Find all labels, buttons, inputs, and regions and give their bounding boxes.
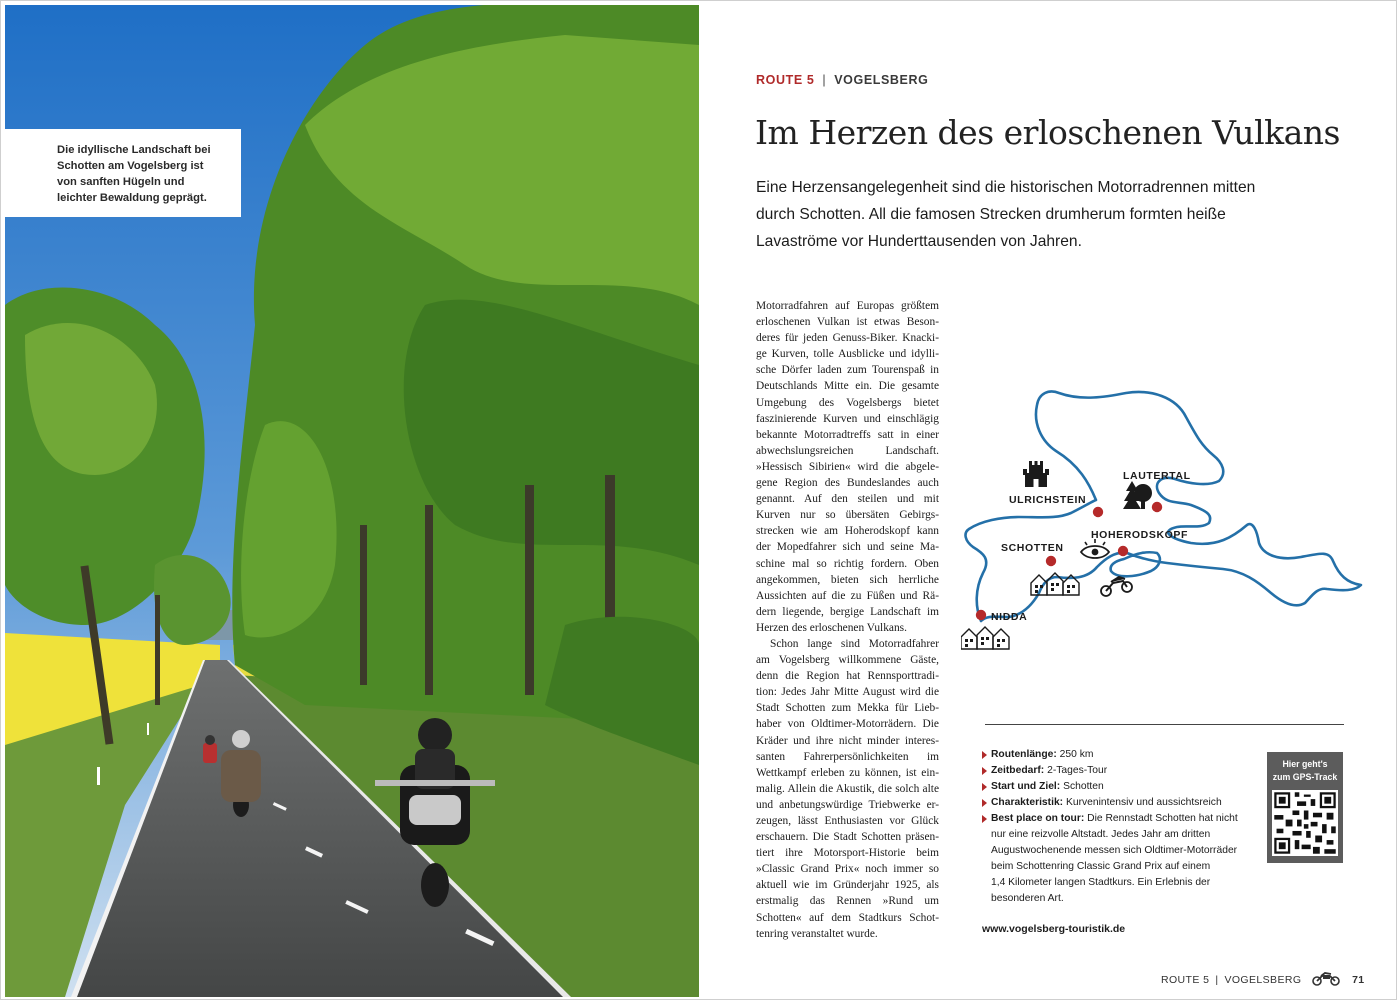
body-line: Umgebung des Vogelsbergs bietet [756,396,939,409]
body-line: Wettkampf erleben zu können, ist ein- [756,766,939,779]
marker-ulrichstein [1093,507,1103,517]
body-line: erstmalig das Rennen »Rund um [756,895,939,908]
info-divider [985,724,1344,725]
body-line: zeugen, lässt Enthusiasten vor Glück [756,815,939,827]
motorcycle-icon [1101,577,1132,596]
lead-paragraph [756,174,1256,255]
route-facts [982,747,1254,907]
marker-schotten [1046,556,1056,566]
fact-routenlaenge: Routenlänge: 250 km [982,747,1254,763]
region-label: VOGELSBERG [834,73,929,87]
body-line: santen Fahrerpersönlichkeiten im [756,750,939,763]
label-nidda: NIDDA [991,611,1028,623]
landscape-photo [5,5,699,997]
footer-region: VOGELSBERG [1224,974,1302,986]
body-line: dern liegende, bergige Landschaft im [756,605,939,618]
route-kicker [756,73,928,87]
lead-line-3: Lavaströme vor Hunderttausenden von Jahren. [756,233,1082,250]
body-text-column [756,298,939,942]
marker-nidda [976,610,986,620]
body-line: genannt. Auf den steilen und mit [756,493,939,506]
best-place-line: besonderen Art. [991,893,1064,904]
body-line: gene Region des Bundeslandes auch [756,477,939,490]
best-place-line: Augustwochenende messen sich Oldtimer-Motorräder [991,845,1238,856]
body-line: tiert ihre Motorsport-Historie beim [756,847,939,860]
label-ulrichstein: ULRICHSTEIN [1009,494,1087,506]
body-line: Aussichten auf die zu Füßen und Rä- [756,589,939,602]
route-outline [966,392,1361,622]
label-hoherodskopf: HOHERODSKOPF [1091,529,1189,541]
trees-icon [1123,481,1152,509]
body-line: tenring veranstaltet wurde. [756,927,878,940]
fact-start-ziel: Start und Ziel: Schotten [982,779,1254,795]
qr-code-icon [1272,790,1338,856]
label-lautertal: LAUTERTAL [1123,470,1191,482]
caption-line-1: Die idyllische Landschaft bei [57,144,211,156]
body-line: abwechslungsreichen Landschaft. [756,444,939,457]
best-place-line: nur eine reizvolle Altstadt. Jedes Jahr am dritten [991,829,1211,840]
body-line: Deutschlands Mitte ein. Die gesamte [756,380,939,393]
best-place-line: beim Schottenring Classic Grand Prix auf einem [991,861,1211,872]
body-line: erschauern. Die Stadt Schotten präsen- [756,831,939,844]
page-number: 71 [1352,974,1365,986]
body-line: malig. Allein die Akustik, die solch alte [756,782,939,795]
body-line: »Classic Grand Prix« noch immer so [756,863,939,876]
fact-charakteristik: Charakteristik: Kurvenintensiv und aussichtsreich [982,795,1254,811]
body-line: bekannte Motorradtreffs satt in einer [756,428,939,441]
body-line: Motorradfahren auf Europas größtem [756,300,939,312]
body-line: strecken wie am Hoherodskopf kann [756,525,939,538]
body-line: Stadt Schotten zum Mekka für Lieb- [756,702,939,715]
motorcycle-rear [203,735,217,763]
lead-line-2: durch Schotten. All die famosen Strecken drumherum formten heiße [756,206,1226,223]
marker-lautertal [1152,502,1162,512]
route-map [961,383,1371,663]
body-line: deres für jeden Genuss-Biker. Knacki- [756,332,939,345]
motorcycle-icon [1311,972,1341,986]
kicker-separator: | [822,73,827,87]
website-link[interactable]: www.vogelsberg-touristik.de [982,923,1126,935]
fact-zeitbedarf: Zeitbedarf: 2-Tages-Tour [982,763,1254,779]
article-page [699,1,1397,1001]
eye-icon [1081,539,1109,558]
body-line: sche Dörfer laden zum Tourenspaß in [756,364,939,377]
lead-line-1: Eine Herzensangelegenheit sind die historischen Motorradrennen mitten [756,179,1256,196]
map-markers [976,502,1162,620]
body-line: tion: Jedes Jahr Mitte August wird die [756,686,939,699]
caption-line-3: von sanften Hügeln und [57,176,185,188]
body-line: denn die Region hat Rennsporttradi- [756,670,939,683]
body-line: »Hessisch Sibirien« wird die abgele- [756,460,939,473]
label-schotten: SCHOTTEN [1001,542,1064,554]
houses-icon-nidda [961,627,1009,649]
body-line: Kurven nur so übersäten Gebirgs- [756,509,939,522]
page-footer [1161,972,1365,986]
body-line: Kräder und ihre nicht minder interes- [756,734,939,747]
footer-route: ROUTE 5 [1161,974,1210,986]
body-line: Schon lange sind Motorradfahrer [770,637,939,650]
qr-caption: Hier geht's zum GPS-Track [1272,759,1338,782]
caption-line-2: Schotten am Vogelsberg ist [57,160,204,172]
marker-hoherodskopf [1118,546,1128,556]
body-line: angekommen, bieten sich herrliche [756,573,939,586]
body-line: aktuell wie im Gründerjahr 1925, als [756,879,939,892]
body-line: Schotten« auf dem Stadtkurs Schot- [756,911,939,924]
body-line: ge Kurven, tolle Ausblicke und idylli- [756,348,939,361]
best-place-line: 1,4 Kilometer langen Stadtkurs. Ein Erlebnis der [991,877,1211,888]
body-line: am Vogelsberg willkommene Gäste, [756,654,939,667]
route-label: ROUTE 5 [756,73,815,87]
body-line: haber von Oldtimer-Motorrädern. Die [756,718,939,731]
body-line: der Mopedfahrer sich und seine Ma- [756,541,939,554]
photo-caption [5,129,241,217]
footer-separator: | [1215,974,1219,986]
body-line: erloschenen Vulkan ist etwas Beson- [756,316,939,329]
article-title: Im Herzen des erloschenen Vulkans [755,113,1340,152]
gps-track-qr[interactable] [1267,752,1343,863]
caption-line-4: leichter Bewaldung geprägt. [57,192,207,204]
body-line: Herzen des erloschenen Vulkans. [756,621,907,634]
castle-icon [1023,461,1049,487]
body-line: faszinierende Kurven und einschlägig [756,412,939,425]
fact-best-place: Best place on tour: Die Rennstadt Schotten hat nicht nur eine reizvolle Altstadt. Jedes Jahr am dritten Augustwochenende messen sich Oldtimer-Motorräder beim Schottenring Classic Grand Prix auf einem 1,4 Kilometer langen Stadtkurs. Ein Erlebnis der besonderen Art. [982,811,1254,907]
body-line: schine mal so richtig fordern. Oben [756,557,939,570]
body-line: und anbetungswürdige Triebwerke er- [756,798,939,811]
